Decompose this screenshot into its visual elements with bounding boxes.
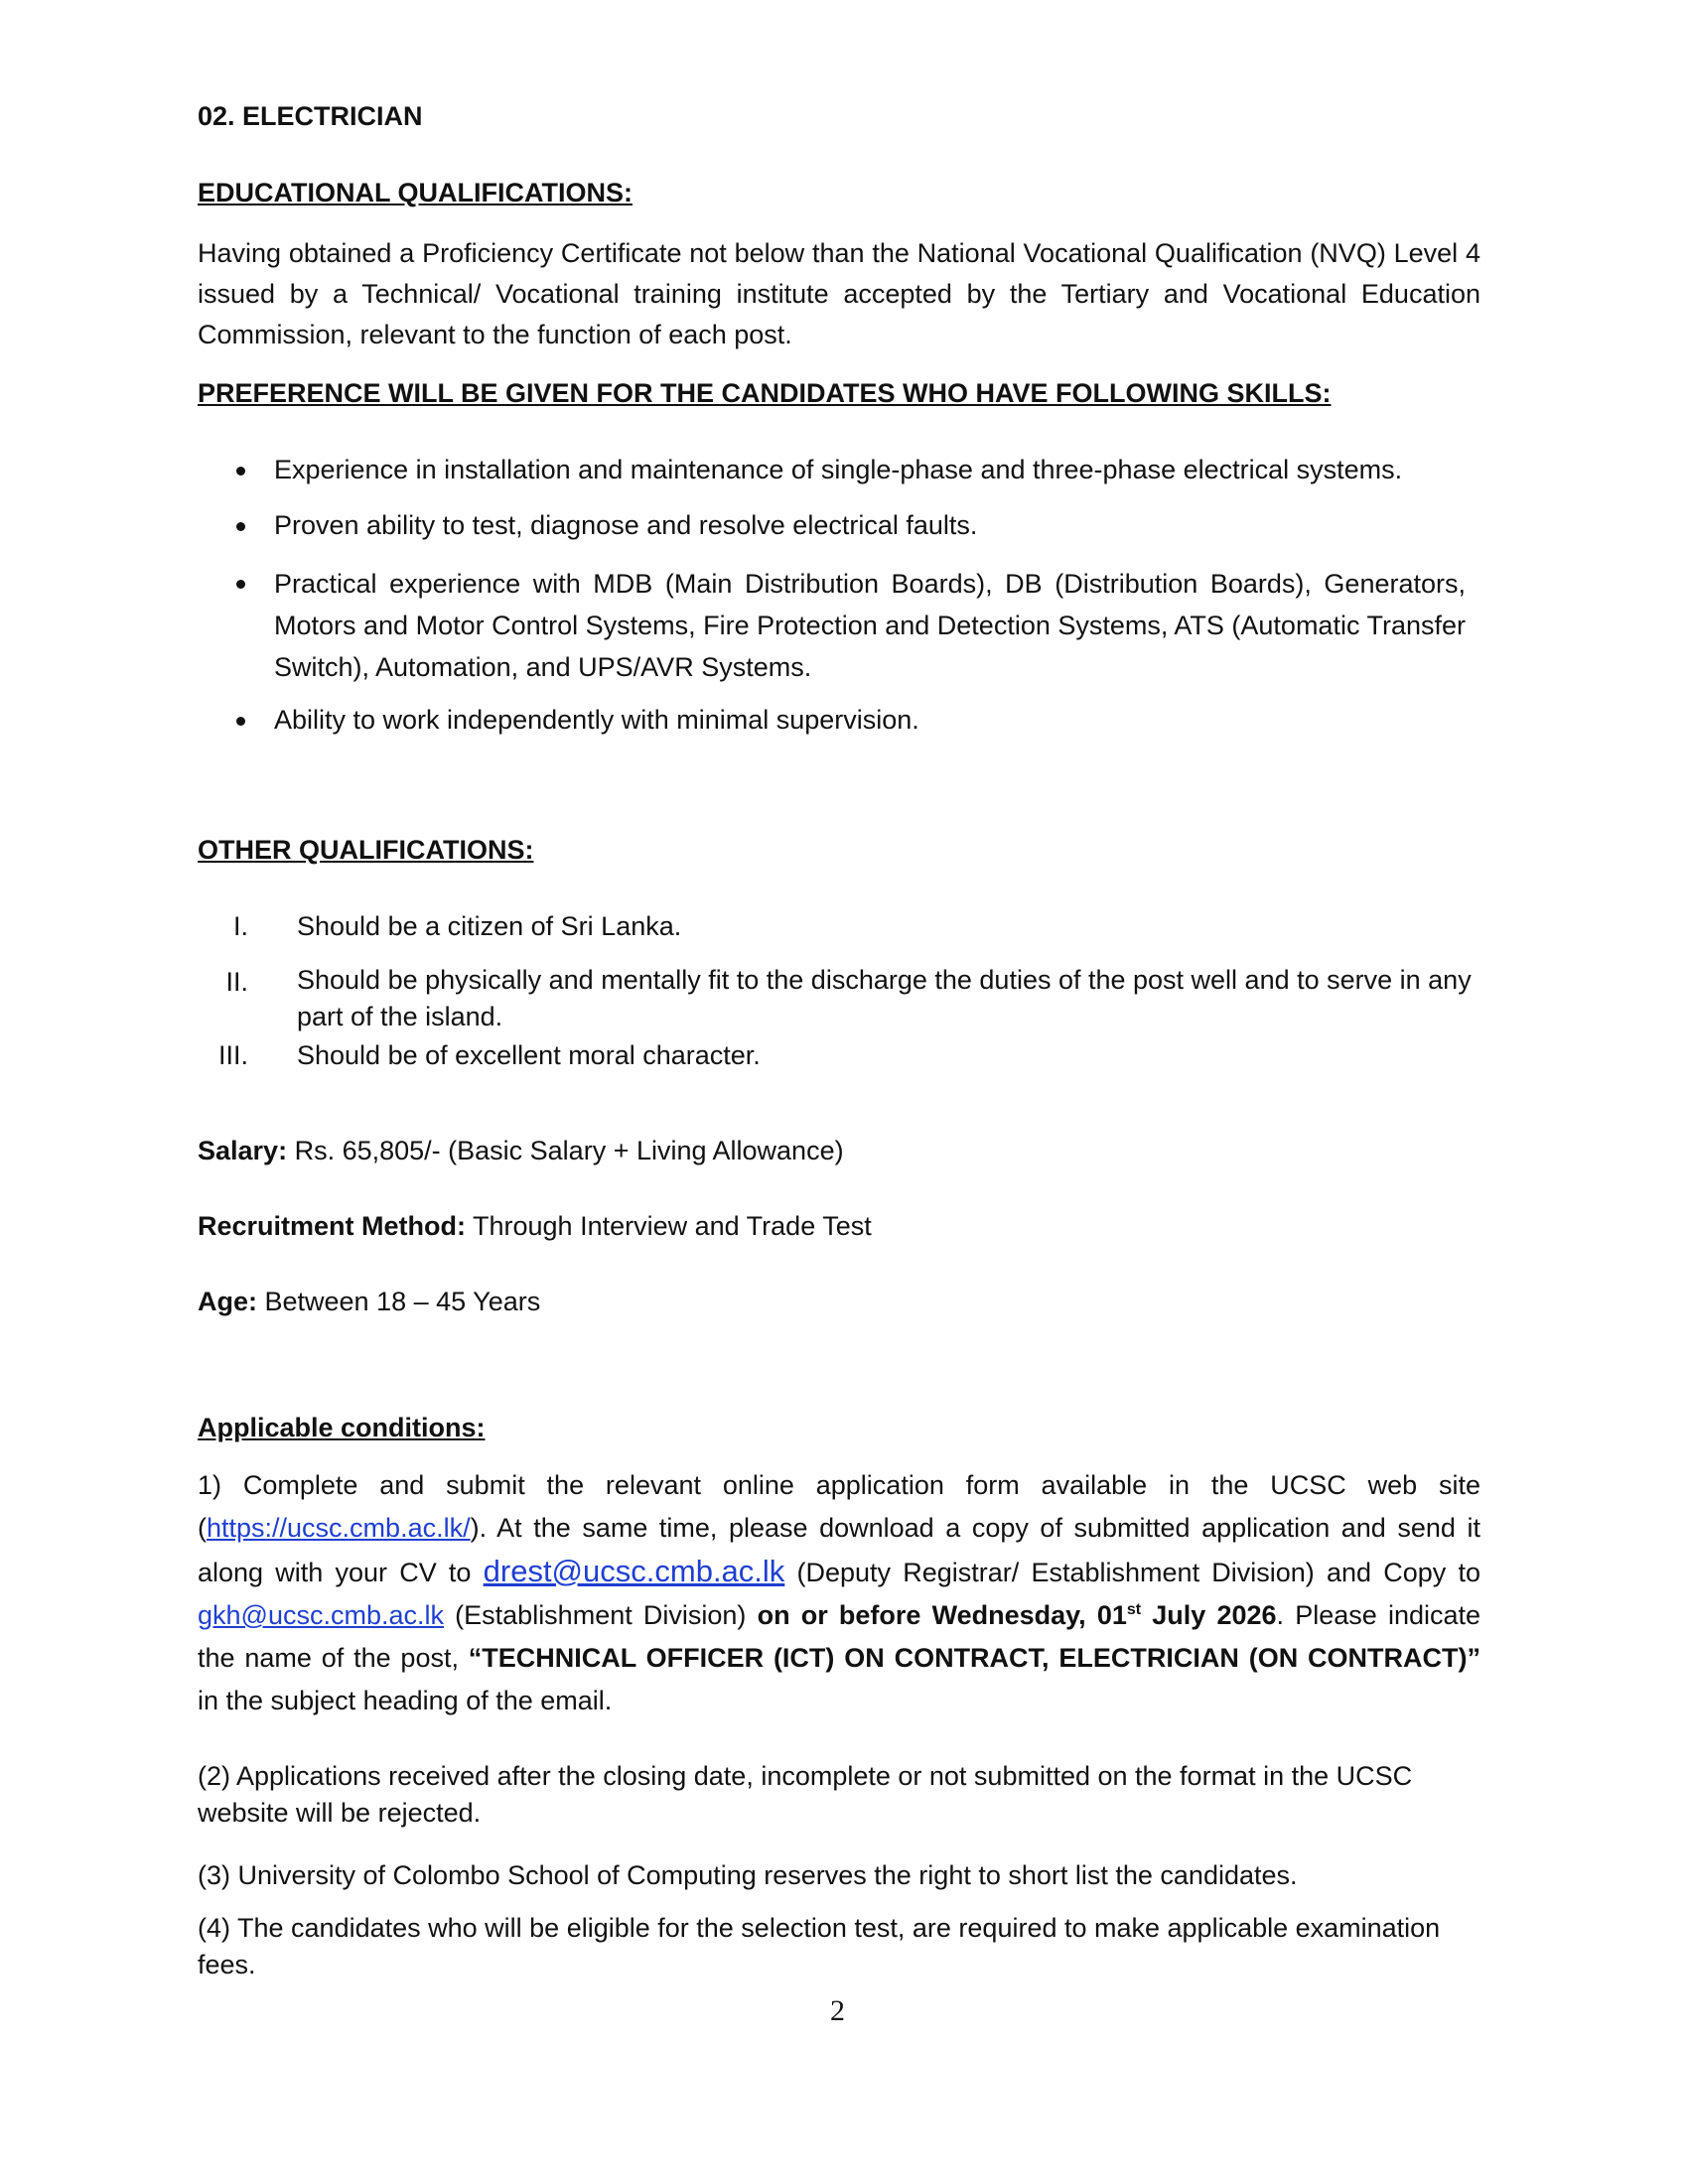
recruitment-value: Through Interview and Trade Test (466, 1211, 872, 1241)
educational-heading: EDUCATIONAL QUALIFICATIONS: (198, 178, 633, 207)
condition-1-text: (Establishment Division) (443, 1600, 758, 1630)
age-line (198, 1282, 540, 1322)
condition-1 (198, 1464, 1480, 1722)
bullet-icon (236, 717, 245, 726)
section-title: 02. ELECTRICIAN (198, 101, 423, 131)
conditions-heading: Applicable conditions: (198, 1413, 486, 1442)
condition-1-text: ). At the same time, please download a copy of submitted application and send it along with your CV to (198, 1513, 1480, 1587)
educational-text: Having obtained a Proficiency Certificate not below than the National Vocational Qualification (NVQ) Level 4 issued by a Technical/ Vocational training institute accepted by the Tertiary and Vocational Education Commission, relevant to the function of each post. (198, 238, 1480, 349)
recruitment-label: Recruitment Method: (198, 1211, 466, 1241)
other-heading: OTHER QUALIFICATIONS: (198, 835, 534, 865)
preference-item: Experience in installation and maintenance of single-phase and three-phase electrical systems. (274, 455, 1403, 484)
other-item: Should be physically and mentally fit to the discharge the duties of the post well and to serve in any part of the island. (297, 965, 1472, 1031)
deadline-month: July 2026 (1141, 1600, 1277, 1630)
preference-item: Practical experience with MDB (Main Distribution Boards), DB (Distribution Boards), Generators, Motors and Motor Control Systems, Fire Protection and Detection Systems, ATS (Automatic Transfer Switch), Automation, and UPS/AVR Systems. (274, 569, 1466, 682)
bullet-icon (236, 580, 245, 589)
condition-1-text: . Please indicate the name of the post, (198, 1600, 1481, 1673)
deadline-text: on or before Wednesday, 01 (757, 1600, 1127, 1630)
salary-label: Salary: (198, 1136, 288, 1165)
condition-2: (2) Applications received after the closing date, incomplete or not submitted on the format in the UCSC website will be rejected. (198, 1761, 1413, 1828)
other-item: Should be of excellent moral character. (297, 1040, 761, 1070)
ucsc-website-link[interactable]: https://ucsc.cmb.ac.lk/ (207, 1513, 471, 1543)
roman-numeral: I. (232, 911, 248, 941)
deadline-sup: st (1126, 1601, 1142, 1618)
roman-numeral: III. (217, 1040, 248, 1070)
page-number: 2 (830, 1994, 845, 2027)
condition-1-text: in the subject heading of the email. (198, 1686, 613, 1715)
salary-line (198, 1131, 844, 1171)
post-name: “TECHNICAL OFFICER (ICT) ON CONTRACT, ELECTRICIAN (ON CONTRACT)” (468, 1643, 1480, 1673)
age-label: Age: (198, 1287, 257, 1316)
preference-item: Proven ability to test, diagnose and resolve electrical faults. (274, 510, 978, 540)
condition-4: (4) The candidates who will be eligible for the selection test, are required to make applicable examination fees. (198, 1913, 1441, 1979)
condition-3: (3) University of Colombo School of Computing reserves the right to short list the candidates. (198, 1860, 1298, 1890)
age-value: Between 18 – 45 Years (257, 1287, 541, 1316)
salary-value: Rs. 65,805/- (Basic Salary + Living Allowance) (287, 1136, 844, 1165)
drest-email-link[interactable]: drest@ucsc.cmb.ac.lk (483, 1554, 785, 1588)
roman-numeral: II. (225, 967, 248, 997)
bullet-icon (236, 467, 245, 476)
other-item: Should be a citizen of Sri Lanka. (297, 911, 682, 941)
recruitment-line (198, 1206, 872, 1247)
preference-heading: PREFERENCE WILL BE GIVEN FOR THE CANDIDATES WHO HAVE FOLLOWING SKILLS: (198, 378, 1332, 408)
gkh-email-link[interactable]: gkh@ucsc.cmb.ac.lk (198, 1600, 444, 1630)
condition-1-text: 1) Complete and submit the relevant online application form available in the UCSC web site ( (198, 1470, 1480, 1543)
condition-1-text: (Deputy Registrar/ Establishment Division) and Copy to (784, 1558, 1480, 1587)
preference-item: Ability to work independently with minimal supervision. (274, 705, 919, 735)
bullet-icon (236, 522, 245, 531)
